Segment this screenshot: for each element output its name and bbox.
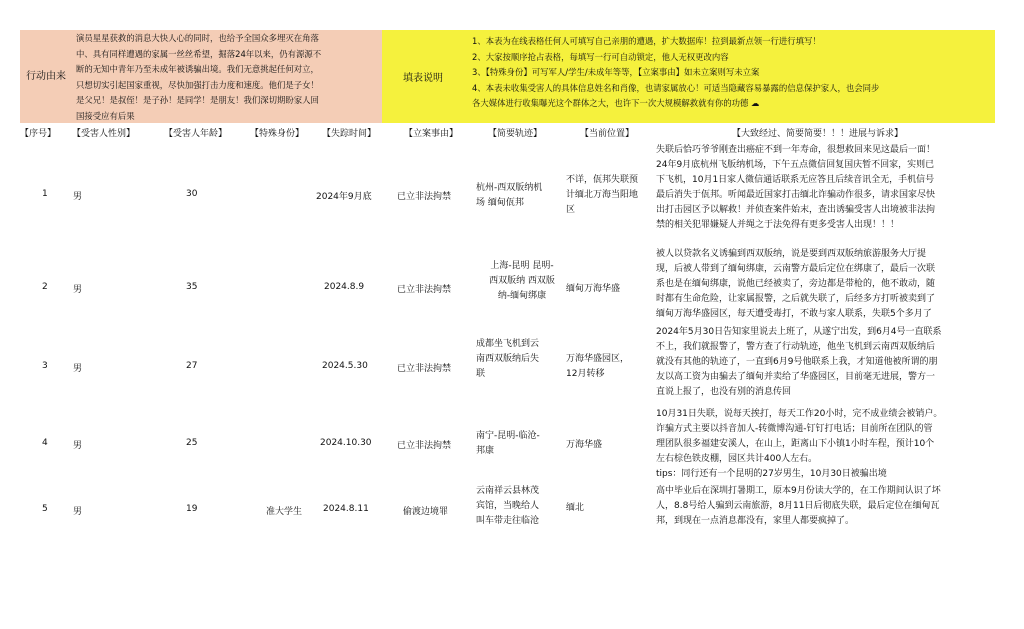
cell-track[interactable]: 云南祥云县林茂 宾馆，当晚给人 叫车带走往临沧 (476, 486, 540, 526)
header-location[interactable]: 【当前位置】 (580, 129, 635, 139)
cell-age[interactable]: 27 (186, 361, 198, 371)
cell-number[interactable]: 2 (42, 282, 48, 292)
cell-age[interactable]: 25 (186, 438, 198, 448)
header-identity[interactable]: 【特殊身份】 (250, 129, 305, 139)
cell-case[interactable]: 已立非法拘禁 (397, 364, 452, 374)
cell-date[interactable]: 2024.8.11 (323, 504, 369, 514)
header-story[interactable]: 【大致经过、简要简要！！！进展与诉求】 (732, 129, 904, 139)
form-instructions[interactable]: 1、本表为在线表格任何人可填写自己亲朋的遭遇，扩大数据库！拉到最新点领一行进行填写！ 2、大家按顺序抢占表格，每填写一行可自动锁定，他人无权更改内容 3、【特殊身份】可写军人/学生/未成年等等，【立案事由】如未立案则写未立案 4、本表未收集受害人的具体信息姓名和肖像，也请家属放心！可适当隐藏容易暴露的信息保护家人，也会同步 各大媒体进行收集曝光这个群体之大，也许下一次大规模解救就有你的功德 ☁ (464, 30, 995, 123)
cell-case[interactable]: 已立非法拘禁 (397, 192, 452, 202)
cell-location[interactable]: 万海华盛园区， 12月转移 (566, 354, 630, 379)
cell-location[interactable]: 缅北 (566, 503, 585, 513)
table-row (20, 484, 995, 534)
cell-number[interactable]: 4 (42, 438, 48, 448)
cell-number[interactable]: 5 (42, 504, 48, 514)
table-row (20, 407, 995, 487)
cell-story[interactable]: 高中毕业后在深圳打暑期工，原本9月份读大学的，在工作期间认识了坏 人，8.8号给人骗到云南旅游，8月11日后彻底失联，最后定位在缅甸瓦 邦，到现在一点消息都没有，家里人都要疯掉了。 (656, 486, 941, 526)
header-date[interactable]: 【失踪时间】 (322, 129, 377, 139)
header-case[interactable]: 【立案事由】 (404, 129, 459, 139)
cell-location[interactable]: 万海华盛 (566, 440, 603, 450)
cell-track[interactable]: 成都坐飞机到云 南西双版纳后失 联 (476, 339, 540, 379)
cell-date[interactable]: 2024.10.30 (320, 438, 372, 448)
table-row (20, 247, 995, 327)
cell-age[interactable]: 35 (186, 282, 198, 292)
header-gender[interactable]: 【受害人性别】 (72, 129, 136, 139)
cell-story[interactable]: 2024年5月30日告知家里说去上班了，从遂宁出发，到6月4号一直联系 不上，我们就报警了，警方查了行动轨迹，他坐飞机到云南西双版纳后 就没有其他的轨迹了，一直到6月9号他联系上我，才知道他被所谓的朋 友以高工资为由骗去了缅甸并卖给了华盛园区，目前毫无进展，警方一 直说上报了，也没有别的消息传回 (656, 327, 942, 397)
cell-track[interactable]: 南宁-昆明-临沧- 邦康 (476, 431, 540, 456)
cell-story[interactable]: 10月31日失联，说每天挨打，每天工作20小时，完不成业绩会被销户。 诈骗方式主要以抖音加人-转微博沟通-钉钉打电话；目前所在团队的管 理团队很多福建安溪人，在山上，距离山下小镇1小时车程，预计10个 左右棕色铁皮棚，园区共计400人左右。 tips：同行还有一个昆明的27岁男生，10月30日被骗出境 (656, 409, 943, 479)
cell-date[interactable]: 2024.5.30 (322, 361, 368, 371)
table-row (20, 325, 995, 405)
cell-number[interactable]: 3 (42, 361, 48, 371)
origin-label[interactable]: 行动由来 (20, 30, 72, 123)
cell-story[interactable]: 失联后恰巧爷爷刚查出癌症不到一年寿命，很想救回来见这最后一面！ 24年9月底杭州飞版纳机场，下午五点微信回复国庆暂不回家，实则已 下飞机，10月1日家人微信通话联系无应答且后续音讯全无，手机信号 最后消失于佤邦。听闻最近国家打击缅北诈骗动作很多，请求国家尽快 出打击园区予以解救！并侦查案件始末，查出诱骗受害人出境被非法拘 禁的相关犯罪嫌疑人并绳之于法免得有更多受害人出现！！！ (656, 145, 936, 230)
header-track[interactable]: 【简要轨迹】 (488, 129, 543, 139)
cell-number[interactable]: 1 (42, 189, 48, 199)
cell-story[interactable]: 被人以贷款名义诱骗到西双版纳，说是要到西双版纳旅游服务大厅提 现，后被人带到了缅甸绑康，云南警方最后定位在绑康了，最后一次联 系也是在缅甸绑康，说他已经被卖了，旁边都是带枪的，他不敢动，随 时都有生命危险，让家属报警，之后就失联了，后经多方打听被卖到了 缅甸万海华盛园区，每天遭受毒打，不敢与家人联系，失联5个多月了 (656, 249, 936, 319)
table-row (20, 143, 995, 238)
cell-track[interactable]: 杭州-西双版纳机 场 缅甸佤邦 (476, 183, 543, 208)
cell-track[interactable]: 上海-昆明 昆明- 西双版纳 西双版 纳-缅甸绑康 (489, 261, 555, 301)
cell-date[interactable]: 2024年9月底 (316, 192, 372, 202)
cell-identity[interactable]: 准大学生 (265, 507, 302, 517)
header-age[interactable]: 【受害人年龄】 (164, 129, 228, 139)
cell-age[interactable]: 19 (186, 504, 198, 514)
cell-gender[interactable]: 男 (73, 192, 83, 202)
cell-gender[interactable]: 男 (73, 364, 83, 374)
cell-gender[interactable]: 男 (73, 441, 83, 451)
header-number[interactable]: 【序号】 (20, 129, 57, 139)
form-instructions-label[interactable]: 填表说明 (382, 30, 464, 123)
info-banner (20, 30, 995, 123)
header-row (20, 126, 995, 142)
cell-gender[interactable]: 男 (73, 507, 83, 517)
cell-gender[interactable]: 男 (73, 285, 83, 295)
cell-case[interactable]: 已立非法拘禁 (397, 285, 452, 295)
cell-case[interactable]: 已立非法拘禁 (397, 441, 452, 451)
cell-location[interactable]: 缅甸万海华盛 (566, 284, 621, 294)
cell-location[interactable]: 不详，佤邦失联预 计缅北万海当阳地 区 (566, 175, 639, 215)
origin-text[interactable]: 演员星星获救的消息大快人心的同时，也给予全国众多埋灭在角落 中、具有同样遭遇的家属一丝丝希望，掘落24年以来，仍有源源不 断的无知中青年乃至未成年被诱骗出境。我们无意挑起任何对立， 只想切实引起国家重视，尽快加强打击力度和速度。他们是子女！ 是父兄！是叔侄！是子孙！是同学！是朋友！我们深切期盼家人回 国接受应有后果 (72, 30, 382, 123)
cell-case[interactable]: 偷渡边境罪 (403, 507, 449, 517)
cell-date[interactable]: 2024.8.9 (324, 282, 365, 292)
cell-age[interactable]: 30 (186, 189, 198, 199)
